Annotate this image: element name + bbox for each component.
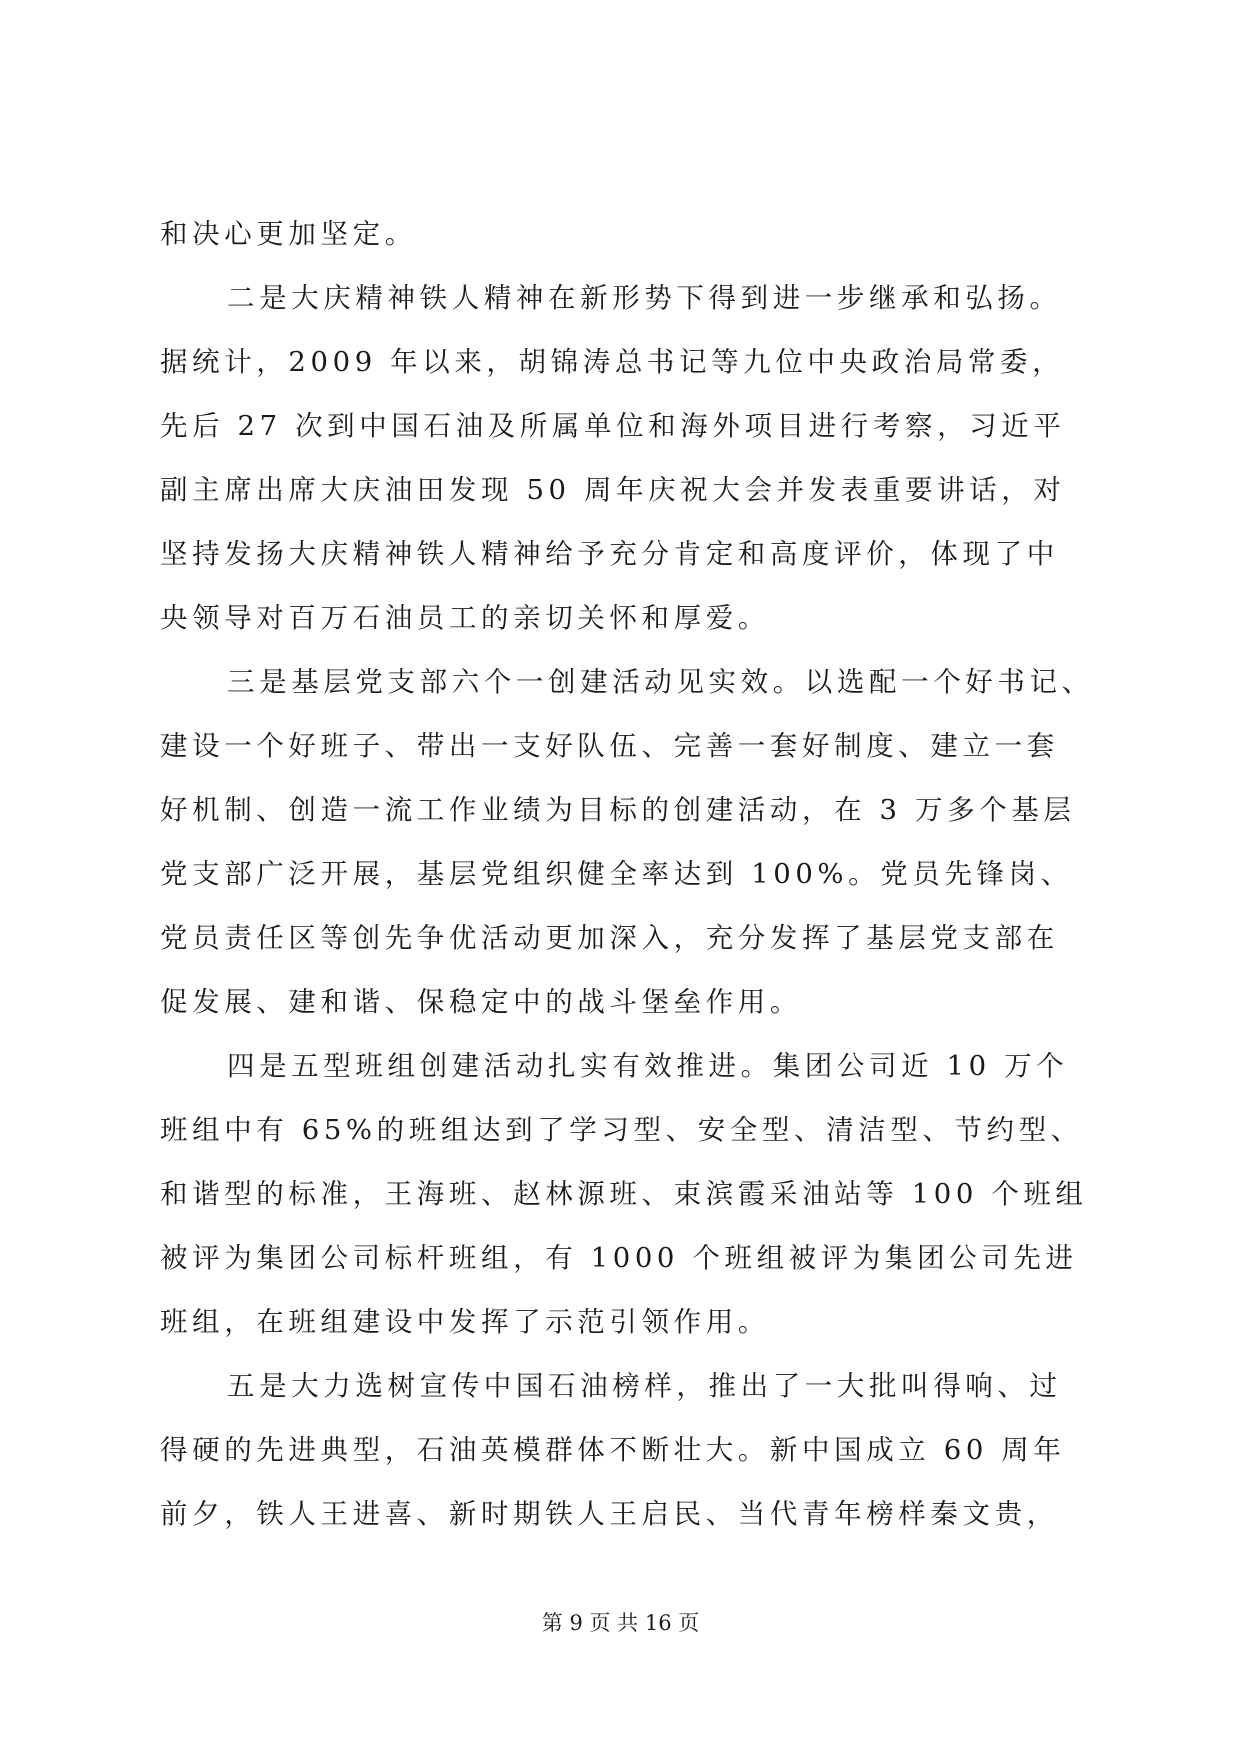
paragraph-first-line: 二是大庆精神铁人精神在新形势下得到进一步继承和弘扬。 [227, 282, 1062, 314]
text-line: 得硬的先进典型，石油英模群体不断壮大。新中国成立 60 周年 [160, 1434, 1066, 1466]
text-line: 据统计，2009 年以来，胡锦涛总书记等九位中央政治局常委， [160, 346, 1065, 378]
text-line: 坚持发扬大庆精神铁人精神给予充分肯定和高度评价，体现了中 [160, 538, 1059, 570]
text-line: 先后 27 次到中国石油及所属单位和海外项目进行考察，习近平 [160, 410, 1066, 442]
text-line: 建设一个好班子、带出一支好队伍、完善一套好制度、建立一套 [160, 730, 1059, 762]
text-line: 促发展、建和谐、保稳定中的战斗堡垒作用。 [160, 986, 802, 1018]
paragraph-first-line: 五是大力选树宣传中国石油榜样，推出了一大批叫得响、过 [227, 1370, 1062, 1402]
text-line: 和决心更加坚定。 [160, 218, 417, 250]
text-line: 央领导对百万石油员工的亲切关怀和厚爱。 [160, 602, 770, 634]
paragraph-first-line: 四是五型班组创建活动扎实有效推进。集团公司近 10 万个 [227, 1050, 1069, 1082]
page-number-footer: 第 9 页 共 16 页 [541, 1611, 700, 1635]
text-line: 前夕，铁人王进喜、新时期铁人王启民、当代青年榜样秦文贵， [160, 1498, 1059, 1530]
text-line: 党员责任区等创先争优活动更加深入，充分发挥了基层党支部在 [160, 922, 1059, 954]
text-line: 党支部广泛开展，基层党组织健全率达到 100%。党员先锋岗、 [160, 858, 1073, 890]
text-line: 班组中有 65%的班组达到了学习型、安全型、清洁型、节约型、 [160, 1114, 1083, 1146]
text-line: 副主席出席大庆油田发现 50 周年庆祝大会并发表重要讲话，对 [160, 474, 1066, 506]
text-line: 好机制、创造一流工作业绩为目标的创建活动，在 3 万多个基层 [160, 794, 1076, 826]
text-line: 被评为集团公司标杆班组，有 1000 个班组被评为集团公司先进 [160, 1242, 1078, 1274]
text-line: 和谐型的标准，王海班、赵林源班、束滨霞采油站等 100 个班组 [160, 1178, 1088, 1210]
document-body [160, 202, 1094, 1546]
text-line: 班组，在班组建设中发挥了示范引领作用。 [160, 1306, 770, 1338]
paragraph-first-line: 三是基层党支部六个一创建活动见实效。以选配一个好书记、 [227, 666, 1094, 698]
